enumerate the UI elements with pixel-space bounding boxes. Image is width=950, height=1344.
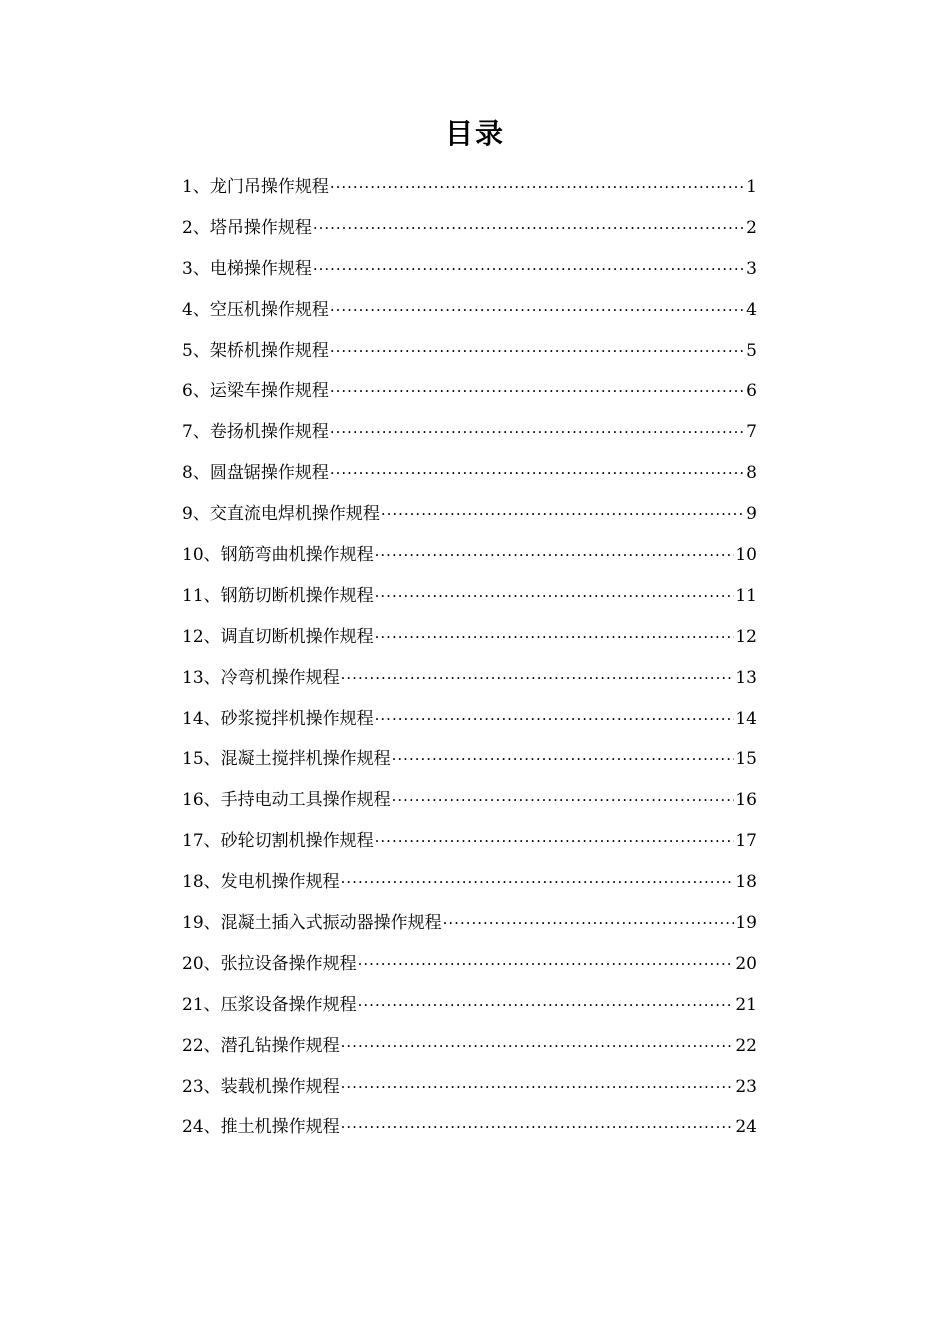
toc-entry-label: 16、手持电动工具操作规程 bbox=[182, 790, 391, 811]
toc-entry[interactable] bbox=[182, 208, 757, 249]
toc-entry[interactable] bbox=[182, 699, 757, 740]
toc-entry[interactable] bbox=[182, 453, 757, 494]
toc-entry-label: 7、卷扬机操作规程 bbox=[182, 422, 329, 443]
toc-entry-label: 4、空压机操作规程 bbox=[182, 299, 329, 320]
toc-dot-leader bbox=[375, 535, 735, 576]
toc-dot-leader bbox=[330, 290, 745, 331]
toc-entry[interactable] bbox=[182, 535, 757, 576]
toc-entry-page-number: 3 bbox=[746, 258, 757, 279]
toc-entry[interactable] bbox=[182, 249, 757, 290]
toc-dot-leader bbox=[375, 576, 735, 617]
toc-entry-page-number: 22 bbox=[735, 1035, 757, 1056]
toc-dot-leader bbox=[341, 1107, 735, 1148]
toc-dot-leader bbox=[330, 453, 745, 494]
page-title: 目录 bbox=[444, 117, 505, 150]
toc-entry-label: 11、钢筋切断机操作规程 bbox=[182, 585, 374, 606]
toc-entry-page-number: 8 bbox=[746, 463, 757, 484]
toc-dot-leader bbox=[330, 331, 745, 372]
toc-dot-leader bbox=[375, 821, 735, 862]
toc-dot-leader bbox=[330, 412, 745, 453]
toc-entry-label: 21、压浆设备操作规程 bbox=[182, 994, 357, 1015]
toc-entry-page-number: 10 bbox=[735, 545, 757, 566]
toc-entry-label: 9、交直流电焊机操作规程 bbox=[182, 504, 380, 525]
toc-dot-leader bbox=[313, 208, 745, 249]
toc-entry-page-number: 13 bbox=[735, 667, 757, 688]
toc-entry-label: 1、龙门吊操作规程 bbox=[182, 177, 329, 197]
table-of-contents bbox=[182, 167, 757, 1148]
toc-dot-leader bbox=[341, 658, 735, 699]
toc-entry[interactable] bbox=[182, 1026, 757, 1067]
toc-entry[interactable] bbox=[182, 739, 757, 780]
toc-entry-label: 8、圆盘锯操作规程 bbox=[182, 463, 329, 484]
toc-entry-page-number: 9 bbox=[746, 504, 757, 525]
toc-entry-page-number: 6 bbox=[746, 381, 757, 402]
toc-dot-leader bbox=[443, 903, 735, 944]
toc-entry[interactable] bbox=[182, 371, 757, 412]
toc-dot-leader bbox=[341, 862, 735, 903]
toc-entry-page-number: 14 bbox=[735, 708, 757, 729]
toc-dot-leader bbox=[358, 985, 735, 1026]
toc-entry[interactable] bbox=[182, 1107, 757, 1148]
toc-entry-page-number: 2 bbox=[746, 217, 757, 238]
toc-entry[interactable] bbox=[182, 617, 757, 658]
toc-entry[interactable] bbox=[182, 494, 757, 535]
toc-entry-page-number: 18 bbox=[735, 872, 757, 893]
toc-entry-label: 13、冷弯机操作规程 bbox=[182, 667, 340, 688]
toc-entry-page-number: 12 bbox=[735, 626, 757, 647]
toc-entry-label: 6、运梁车操作规程 bbox=[182, 381, 329, 402]
toc-entry[interactable] bbox=[182, 331, 757, 372]
toc-entry[interactable] bbox=[182, 576, 757, 617]
toc-dot-leader bbox=[392, 739, 735, 780]
toc-entry-page-number: 5 bbox=[746, 340, 757, 361]
toc-entry[interactable] bbox=[182, 780, 757, 821]
toc-dot-leader bbox=[341, 1067, 735, 1108]
toc-entry-label: 19、混凝土插入式振动器操作规程 bbox=[182, 913, 442, 934]
toc-entry[interactable] bbox=[182, 862, 757, 903]
toc-entry-page-number: 20 bbox=[735, 953, 757, 974]
toc-dot-leader bbox=[313, 249, 745, 290]
toc-entry-label: 18、发电机操作规程 bbox=[182, 872, 340, 893]
toc-entry[interactable] bbox=[182, 1067, 757, 1108]
toc-dot-leader bbox=[330, 167, 745, 208]
toc-dot-leader bbox=[375, 617, 735, 658]
toc-entry-label: 23、装载机操作规程 bbox=[182, 1076, 340, 1097]
toc-entry-label: 22、潜孔钻操作规程 bbox=[182, 1035, 340, 1056]
toc-entry[interactable] bbox=[182, 903, 757, 944]
toc-dot-leader bbox=[330, 371, 745, 412]
toc-dot-leader bbox=[375, 699, 735, 740]
toc-entry-page-number: 16 bbox=[735, 790, 757, 811]
toc-entry-label: 20、张拉设备操作规程 bbox=[182, 953, 357, 974]
toc-entry-page-number: 23 bbox=[735, 1076, 757, 1097]
toc-entry-page-number: 19 bbox=[735, 913, 757, 934]
toc-entry-page-number: 24 bbox=[735, 1117, 757, 1138]
toc-entry[interactable] bbox=[182, 985, 757, 1026]
toc-entry-label: 17、砂轮切割机操作规程 bbox=[182, 831, 374, 852]
toc-dot-leader bbox=[381, 494, 745, 535]
toc-entry-page-number: 11 bbox=[735, 585, 757, 606]
toc-dot-leader bbox=[358, 944, 735, 985]
toc-entry-label: 3、电梯操作规程 bbox=[182, 258, 312, 279]
toc-entry[interactable] bbox=[182, 412, 757, 453]
toc-entry-page-number: 21 bbox=[735, 994, 757, 1015]
toc-entry-label: 15、混凝土搅拌机操作规程 bbox=[182, 749, 391, 770]
toc-entry[interactable] bbox=[182, 167, 757, 208]
toc-entry-label: 14、砂浆搅拌机操作规程 bbox=[182, 708, 374, 729]
toc-entry-page-number: 15 bbox=[735, 749, 757, 770]
toc-entry[interactable] bbox=[182, 821, 757, 862]
toc-entry-label: 5、架桥机操作规程 bbox=[182, 340, 329, 361]
toc-entry[interactable] bbox=[182, 290, 757, 331]
toc-entry-page-number: 4 bbox=[746, 299, 757, 320]
toc-entry[interactable] bbox=[182, 944, 757, 985]
toc-dot-leader bbox=[392, 780, 735, 821]
toc-entry-page-number: 7 bbox=[746, 422, 757, 443]
toc-entry-page-number: 1 bbox=[746, 177, 757, 197]
toc-dot-leader bbox=[341, 1026, 735, 1067]
toc-entry-label: 2、塔吊操作规程 bbox=[182, 217, 312, 238]
toc-entry-label: 12、调直切断机操作规程 bbox=[182, 626, 374, 647]
toc-entry-label: 10、钢筋弯曲机操作规程 bbox=[182, 545, 374, 566]
toc-entry-label: 24、推土机操作规程 bbox=[182, 1117, 340, 1138]
toc-entry-page-number: 17 bbox=[735, 831, 757, 852]
toc-entry[interactable] bbox=[182, 658, 757, 699]
